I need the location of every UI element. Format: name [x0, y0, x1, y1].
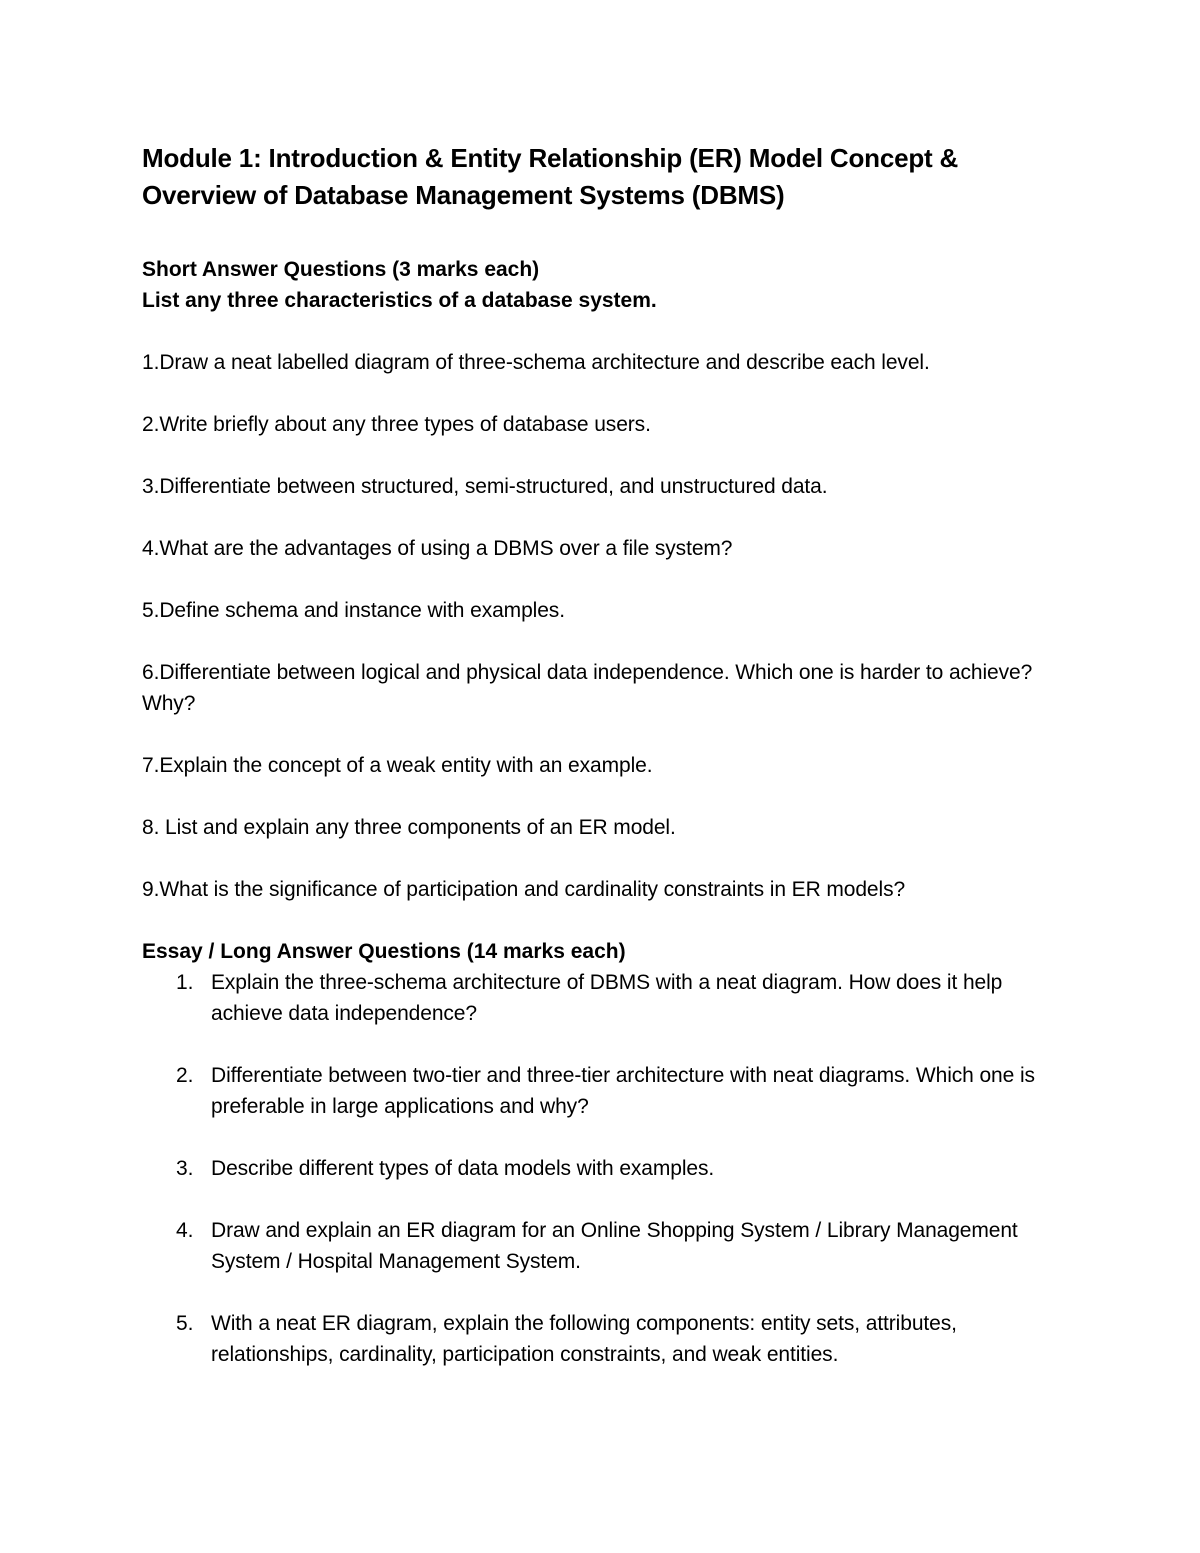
essay-question-item: [142, 1308, 1072, 1370]
essay-question-list: [142, 967, 1072, 1370]
essay-section: [142, 936, 1072, 1370]
essay-question-text: Describe different types of data models with examples.: [211, 1157, 715, 1180]
short-question-item: 2.Write briefly about any three types of database users.: [142, 413, 651, 436]
essay-question-number: 3.: [176, 1157, 194, 1180]
essay-question-text: Explain the three-schema architecture of DBMS with a neat diagram. How does it help achieve data independence?: [211, 971, 1003, 1025]
essay-question-number: 1.: [176, 971, 194, 994]
essay-question-item: [142, 967, 1072, 1029]
short-answer-section: [142, 254, 1072, 905]
short-question-item: 6.Differentiate between logical and physical data independence. Which one is harder to achieve? Why?: [142, 661, 1033, 715]
document-title-line-2: Overview of Database Management Systems (DBMS): [142, 180, 785, 210]
short-answer-subheading: List any three characteristics of a database system.: [142, 289, 657, 312]
short-question-item: 4.What are the advantages of using a DBMS over a file system?: [142, 537, 733, 560]
short-answer-heading: Short Answer Questions (3 marks each): [142, 258, 540, 281]
short-question-item: 1.Draw a neat labelled diagram of three-schema architecture and describe each level.: [142, 351, 930, 374]
short-answer-list: [142, 347, 1072, 905]
essay-question-number: 4.: [176, 1219, 194, 1242]
essay-question-text: Draw and explain an ER diagram for an Online Shopping System / Library Management System / Hospital Management System.: [211, 1219, 1018, 1273]
document-title-line-1: Module 1: Introduction & Entity Relationship (ER) Model Concept &: [142, 143, 959, 173]
essay-question-text: Differentiate between two-tier and three-tier architecture with neat diagrams. Which one is preferable in large applications and why?: [211, 1064, 1035, 1118]
essay-question-number: 5.: [176, 1312, 194, 1335]
document-page: [142, 140, 1072, 1401]
essay-question-item: [142, 1215, 1072, 1277]
essay-question-item: [142, 1060, 1072, 1122]
short-question-item: 5.Define schema and instance with examples.: [142, 599, 565, 622]
essay-question-item: [142, 1153, 1072, 1184]
short-question-item: 9.What is the significance of participation and cardinality constraints in ER models?: [142, 878, 906, 901]
short-question-item: 3.Differentiate between structured, semi-structured, and unstructured data.: [142, 475, 828, 498]
short-question-item: 7.Explain the concept of a weak entity with an example.: [142, 754, 653, 777]
essay-heading: Essay / Long Answer Questions (14 marks each): [142, 940, 626, 963]
document-title: [142, 140, 1072, 214]
essay-question-text: With a neat ER diagram, explain the following components: entity sets, attributes, relationships, cardinality, participation constraints, and weak entities.: [211, 1312, 957, 1366]
short-question-item: 8. List and explain any three components of an ER model.: [142, 816, 676, 839]
essay-question-number: 2.: [176, 1064, 194, 1087]
